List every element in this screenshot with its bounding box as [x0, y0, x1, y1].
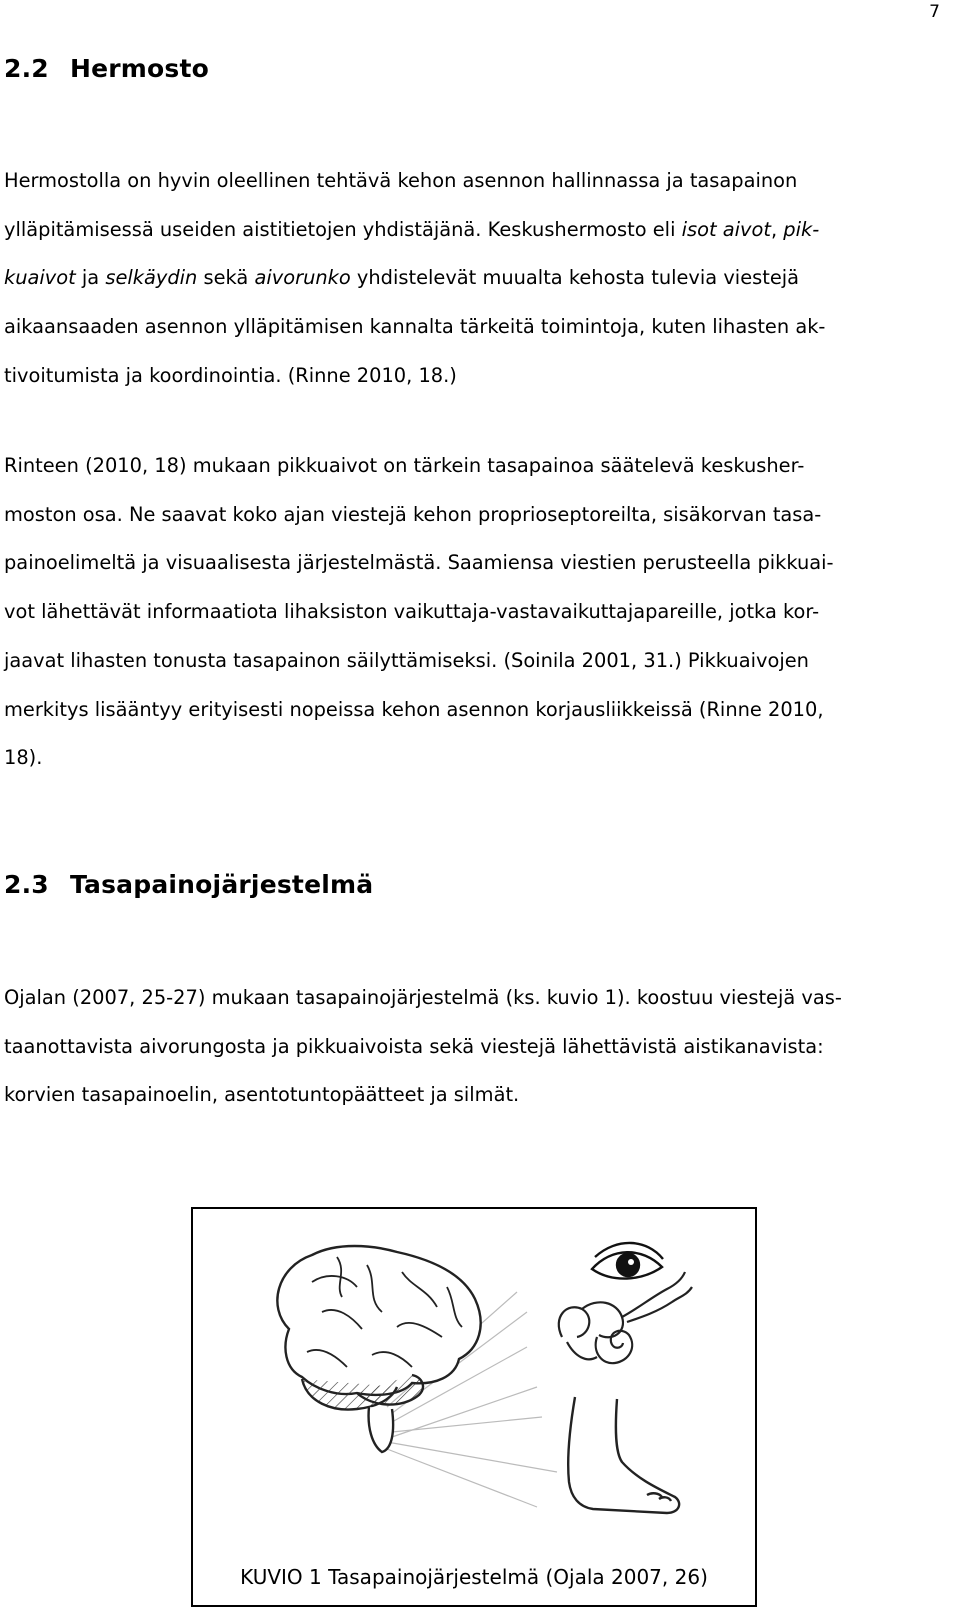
eye-icon	[592, 1243, 663, 1279]
inner-ear-icon	[559, 1272, 692, 1363]
paragraph-hermosto-2	[4, 442, 956, 783]
section-heading-tasapainojarjestelma	[4, 870, 373, 899]
text-line: kuaivot ja selkäydin sekä aivorunko yhdistelevät muualta kehosta tulevia viestejä	[4, 266, 800, 290]
section-number: 2.2	[4, 54, 49, 83]
paragraph-hermosto-1	[4, 157, 956, 401]
text-line: painoelimeltä ja visuaalisesta järjestelmästä. Saamiensa viestien perusteella pikkuai-	[4, 551, 834, 575]
text-line: Rinteen (2010, 18) mukaan pikkuaivot on tärkein tasapainoa säätelevä keskusher-	[4, 454, 805, 477]
text-line: korvien tasapainoelin, asentotuntopäätteet ja silmät.	[4, 1083, 520, 1107]
text-line: Ojalan (2007, 25-27) mukaan tasapainojärjestelmä (ks. kuvio 1). koostuu viestejä vas-	[4, 986, 842, 1009]
paragraph-tasapainojarjestelma-1	[4, 974, 956, 1120]
text-line: moston osa. Ne saavat koko ajan viestejä kehon proprioseptoreilta, sisäkorvan tasa-	[4, 502, 822, 526]
text-line: merkitys lisääntyy erityisesti nopeissa kehon asennon korjausliikkeissä (Rinne 2010,	[4, 697, 824, 721]
text-line: ylläpitämisessä useiden aistitietojen yhdistäjänä. Keskushermosto eli isot aivot, pik-	[4, 217, 820, 241]
section-heading-hermosto	[4, 54, 209, 83]
section-number: 2.3	[4, 870, 49, 899]
text-line: vot lähettävät informaatiota lihaksiston vaikuttaja-vastavaikuttajapareille, jotka kor-	[4, 600, 820, 624]
text-line: tivoitumista ja koordinointia. (Rinne 2010, 18.)	[4, 363, 457, 387]
section-title: Tasapainojärjestelmä	[70, 870, 374, 899]
brain-icon	[277, 1246, 480, 1452]
figure-kuvio-1	[191, 1207, 757, 1607]
figure-caption: KUVIO 1 Tasapainojärjestelmä (Ojala 2007, 26)	[240, 1565, 708, 1589]
text-line: 18).	[4, 746, 43, 770]
foot-icon	[568, 1397, 679, 1513]
page-number: 7	[929, 2, 940, 22]
text-line: Hermostolla on hyvin oleellinen tehtävä kehon asennon hallinnassa ja tasapainon	[4, 169, 798, 192]
section-title: Hermosto	[70, 54, 210, 83]
balance-system-illustration	[197, 1217, 753, 1537]
text-line: taanottavista aivorungosta ja pikkuaivoista sekä viestejä lähettävistä aistikanavista:	[4, 1034, 824, 1058]
text-line: aikaansaaden asennon ylläpitämisen kannalta tärkeitä toimintoja, kuten lihasten ak-	[4, 315, 826, 339]
text-line: jaavat lihasten tonusta tasapainon säilyttämiseksi. (Soinila 2001, 31.) Pikkuaivojen	[4, 648, 809, 672]
